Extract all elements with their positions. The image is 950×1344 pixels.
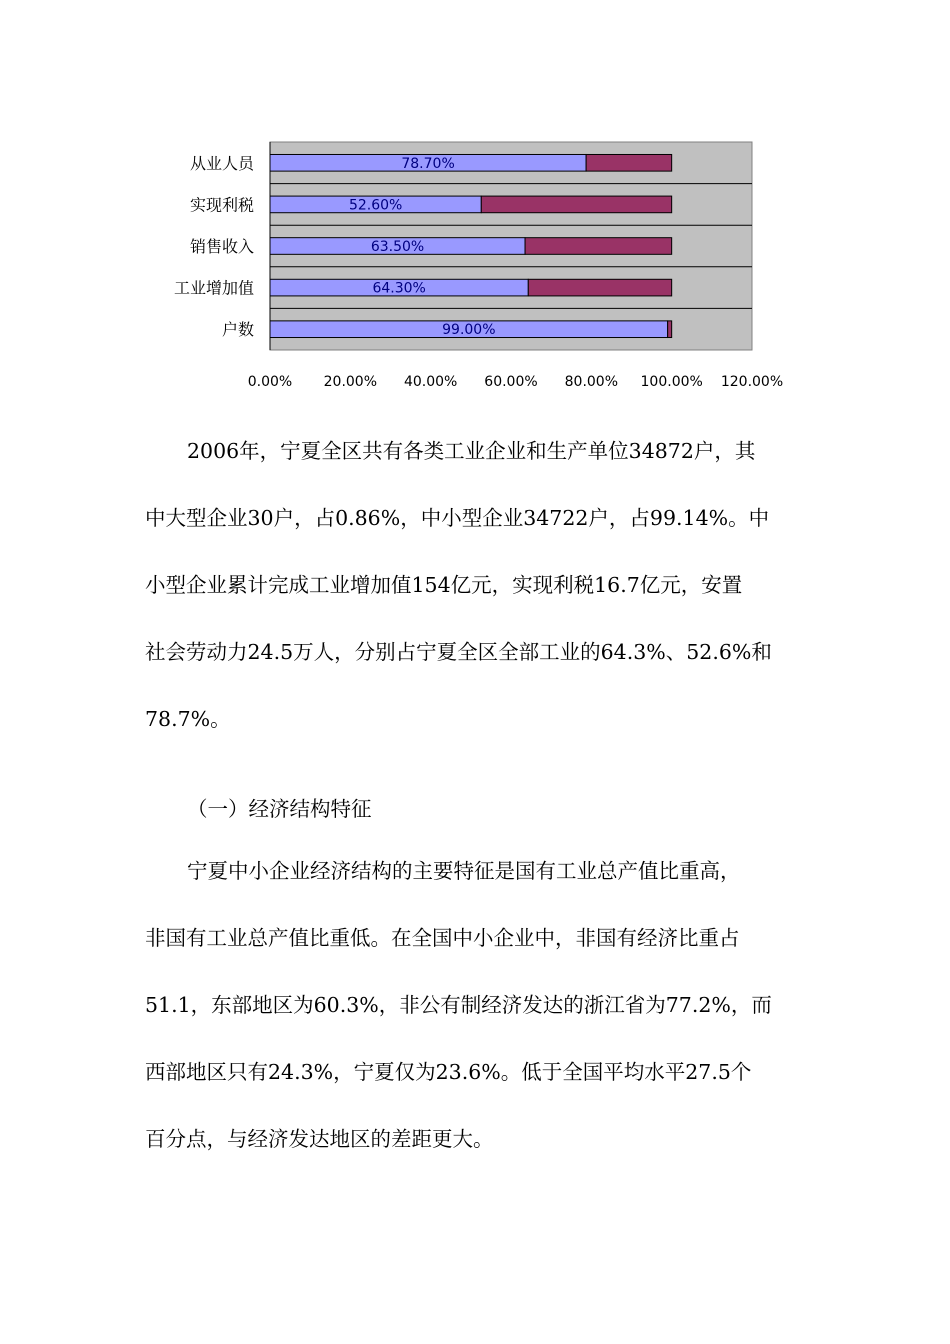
data-label: 78.70% — [401, 155, 455, 172]
x-tick-label: 80.00% — [564, 374, 619, 390]
bar-segment — [586, 154, 672, 171]
text-line: 2006年，宁夏全区共有各类工业企业和生产单位34872户，其 — [187, 439, 756, 463]
chart-svg — [150, 130, 810, 390]
text-line: 西部地区只有24.3%，宁夏仅为23.6%。低于全国平均水平27.5个 — [145, 1060, 752, 1084]
bar-segment — [525, 238, 672, 255]
text-line: 非国有工业总产值比重低。在全国中小企业中，非国有经济比重占 — [145, 926, 740, 950]
category-label: 销售收入 — [189, 237, 254, 256]
x-tick-label: 120.00% — [720, 374, 784, 390]
stacked-bar-chart — [150, 130, 810, 390]
x-tick-label: 40.00% — [403, 374, 458, 390]
text-line: 小型企业累计完成工业增加值154亿元，实现利税16.7亿元，安置 — [145, 573, 743, 597]
category-label: 户数 — [221, 320, 254, 340]
bar-segment — [528, 279, 671, 296]
data-label: 63.50% — [370, 239, 425, 255]
data-label: 99.00% — [442, 322, 496, 339]
category-label: 工业增加值 — [173, 278, 254, 298]
bar-segment — [668, 321, 672, 338]
x-tick-label: 0.00% — [247, 374, 293, 390]
data-label: 52.60% — [348, 197, 403, 214]
text-line: 中大型企业30户，占0.86%，中小型企业34722户，占99.14%。中 — [145, 506, 770, 530]
data-label: 64.30% — [372, 280, 426, 297]
category-label: 实现利税 — [189, 195, 254, 215]
text-line: 社会劳动力24.5万人，分别占宁夏全区全部工业的64.3%、52.6%和 — [145, 640, 772, 664]
paragraph-overview — [145, 430, 807, 765]
x-tick-label: 100.00% — [640, 374, 703, 390]
section-heading — [145, 788, 807, 855]
paragraph-structure — [145, 850, 807, 1185]
text-line: 宁夏中小企业经济结构的主要特征是国有工业总产值比重高， — [187, 859, 741, 883]
bar-segment — [481, 196, 671, 213]
category-label: 从业人员 — [189, 153, 254, 173]
x-tick-label: 60.00% — [484, 374, 538, 390]
x-tick-label: 20.00% — [323, 374, 378, 390]
section-heading-text: （一）经济结构特征 — [187, 797, 372, 821]
text-line: 78.7%。 — [145, 707, 231, 731]
text-line: 百分点，与经济发达地区的差距更大。 — [145, 1127, 494, 1151]
text-line: 51.1，东部地区为60.3%，非公有制经济发达的浙江省为77.2%，而 — [145, 993, 772, 1017]
